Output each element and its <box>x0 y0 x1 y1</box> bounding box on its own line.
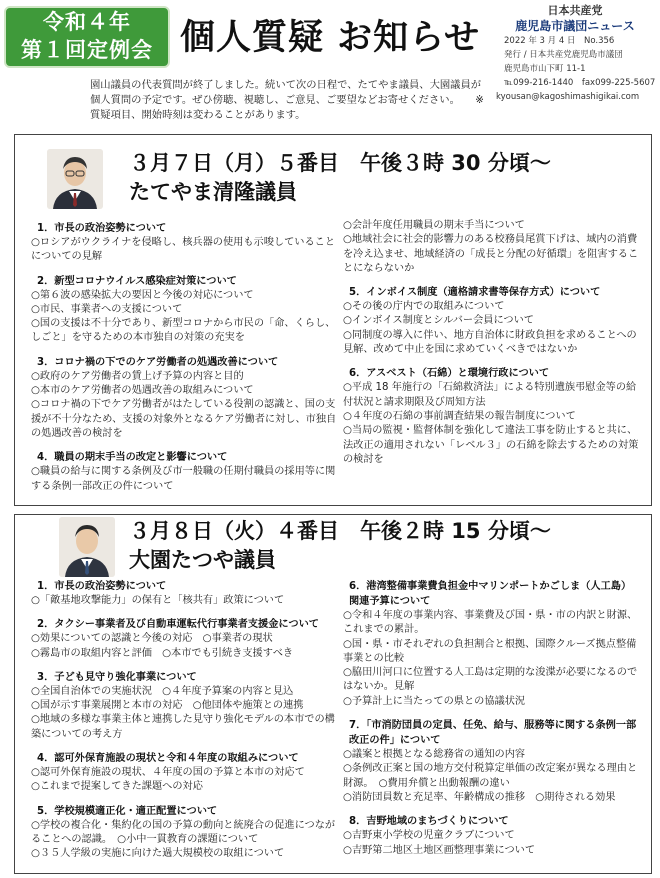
question-item: ○脇田川河口に位置する人工島は定期的な浚渫が必要になるのではないか。見解 <box>343 667 638 693</box>
questions-right-column <box>343 219 641 476</box>
question-item: ○当局の監視・監督体制を強化して違法工事を防止すると共に、法改正の適用されない「レベル３」の石綿を除去するための対策の検討を <box>343 425 639 465</box>
question-section <box>31 274 337 346</box>
question-section <box>343 366 641 467</box>
address: 鹿児島市山下町 11-1 <box>504 64 586 74</box>
question-section <box>343 285 641 357</box>
question-heading: 1．市長の政治姿勢について <box>37 223 167 234</box>
question-item: ○学校の複合化・集約化の国の予算の動向と統廃合の促進につながることへの認識。 ○小中一貫教育の課題について <box>31 819 336 845</box>
question-heading: 2．新型コロナウイルス感染症対策について <box>37 275 237 287</box>
question-item: ○効果についての認識と今後の対応 ○事業者の現状 <box>31 633 273 645</box>
question-heading: 3．子ども見守り強化事業について <box>37 671 197 683</box>
question-item: ○消防団員数と充足率、年齢構成の推移 ○期待される効果 <box>343 791 616 803</box>
member-name: たてやま清隆議員 <box>129 180 297 204</box>
question-item: ○平成 18 年施行の「石綿救済法」による特別遺族弔慰金等の給付状況と請求期限及び周知方法 <box>343 382 637 408</box>
question-heading: 1．市長の政治姿勢について <box>37 581 167 592</box>
question-section <box>343 219 641 276</box>
publisher: 発行 / 日本共産党鹿児島市議団 <box>504 50 623 60</box>
badge-line1: 令和４年 <box>43 10 131 34</box>
question-heading: 4．職員の期末手当の改定と影響について <box>37 452 228 464</box>
org-name: 日本共産党 <box>547 4 603 17</box>
question-item: ○ロシアがウクライナを侵略し、核兵器の使用も示唆していることについての見解 <box>31 237 336 263</box>
question-heading: 8．吉野地域のまちづくりについて <box>349 816 509 828</box>
question-item: ○国の支援は不十分であり、新型コロナから市民の「命、くらし、しごと」を守るための本市独自の対策の充実を <box>31 318 336 344</box>
question-item: ○条例改正案と国の地方交付税算定単価の改定案が異なる理由と財源。 ○費用弁償と出動報酬の違い <box>343 763 638 789</box>
question-section <box>31 617 337 661</box>
member-box-oozono <box>14 514 652 874</box>
member-photo <box>59 517 115 577</box>
phone-fax: ℡099-216-1440 fax099-225-5607 <box>504 78 656 88</box>
question-item: ○国が示す事業展開と本市の対応 ○他団体や施策との連携 <box>31 700 304 712</box>
question-heading: 6．アスベスト（石綿）と環境行政について <box>349 368 550 380</box>
member-photo <box>47 149 103 209</box>
question-item: ○これまで提案してきた課題への対応 <box>31 781 203 793</box>
question-item: ○コロナ禍の下でケア労働者がはたしている役割の認識と、国の支援が不十分なため、支援の対象外となるケア労働者に対し、市独自の処遇改善の検討を <box>31 399 337 439</box>
question-item: ○認可外保育施設の現状、４年度の国の予算と本市の対応て <box>31 767 305 779</box>
member-box-tateyama <box>14 134 652 506</box>
question-heading: 3．コロナ禍の下でのケア労働者の処遇改善について <box>37 356 279 368</box>
questions-left-column <box>31 221 337 503</box>
badge-line2: 第１回定例会 <box>21 38 153 62</box>
question-heading: 7．「市消防団員の定員、任免、給与、服務等に関する条例一部改正の件」について <box>349 720 637 747</box>
question-section <box>31 751 337 795</box>
schedule-time: ３月８日（火）４番目 午後２時 15 分頃〜 <box>129 519 551 543</box>
question-section <box>31 450 337 494</box>
question-item: ○吉野第二地区土地区画整理事業について <box>343 844 536 856</box>
question-heading: 4．認可外保育施設の現状と令和４年度の取組みについて <box>37 753 299 765</box>
page-title: 個人質疑 お知らせ <box>180 18 481 58</box>
issue-date: 2022 年 3 月 4 日 No.356 <box>504 36 615 46</box>
schedule-time: ３月７日（月）５番目 午後３時 30 分頃〜 <box>129 151 551 175</box>
question-heading: 5．インボイス制度（適格請求書等保存方式）について <box>349 287 601 299</box>
question-section <box>343 718 641 805</box>
question-item: ○「敵基地攻撃能力」の保有と「核共有」政策について <box>31 595 285 606</box>
question-item: ○吉野東小学校の児童クラブについて <box>343 830 515 842</box>
question-item: ○４年度の石綿の事前調査結果の報告制度について <box>343 410 576 422</box>
question-item: ○同制度の導入に伴い、地方自治体に財政負担を求めることへの見解、改めて中止を国に求めていくべきではないか <box>343 329 637 356</box>
question-item: ○３５人学級の実施に向けた過大規模校の取組について <box>31 848 285 860</box>
question-heading: 5．学校規模適正化・適正配置について <box>37 805 218 817</box>
question-item: ○全国自治体での実施状況 ○４年度予算案の内容と見込 <box>31 685 294 697</box>
email-link[interactable]: kyousan@kagoshimashigikai.com <box>496 92 640 102</box>
question-section <box>31 579 337 608</box>
question-item: ○令和４年度の事業内容、事業費及び国・県・市の内訳と財源、これまでの累計。 <box>343 610 638 636</box>
question-section <box>31 670 337 742</box>
session-badge <box>4 6 170 68</box>
questions-right-column <box>343 579 641 867</box>
question-section <box>343 814 641 858</box>
intro-text: 園山議員の代表質問が終了しました。続いて次の日程で、たてやま議員、大園議員が個人質問の予定です。ぜひ傍聴、視聴し、ご意見、ご要望などお寄せください。 ※質疑項目、開始時刻は変わることがあります。 <box>90 79 484 121</box>
question-item: ○霧島市の取組内容と評価 ○本市でも引続き支援すべき <box>31 647 294 659</box>
question-item: ○第６波の感染拡大の要因と今後の対応について <box>31 289 254 301</box>
question-section <box>31 804 337 862</box>
question-heading: 2．タクシー事業者及び自動車運転代行事業者支援金について <box>37 619 319 631</box>
question-heading: 6．港湾整備事業費負担金中マリンポートかごしま（人工島）関連予算について <box>349 581 632 607</box>
question-item: ○地域社会に社会的影響力のある校務員尾賞下げは、域内の消費を冷え込ませ、地域経済の「成長と分配の好循環」を阻害することにならないか <box>343 234 639 274</box>
question-item: ○会計年度任用職員の期末手当について <box>343 220 525 231</box>
question-item: ○職員の給与に関する条例及び市一般職の任期付職員の採用等に関する条例一部改正の件について <box>31 466 336 492</box>
question-item: ○市民、事業者への支援について <box>31 303 183 315</box>
question-item: ○本市のケア労働者の処遇改善の取組みについて <box>31 385 254 397</box>
question-section <box>343 579 641 709</box>
question-item: ○国・県・市それぞれの負担割合と根拠、国際クルーズ拠点整備事業との比較 <box>343 638 637 664</box>
question-item: ○議案と根拠となる総務省の通知の内容 <box>343 749 526 761</box>
question-item: ○地域の多様な事業主体と連携した見守り強化モデルの本市での構築についての考え方 <box>31 714 335 740</box>
publisher-box <box>492 4 658 104</box>
question-item: ○予算計上に当たっての県との協議状況 <box>343 695 526 707</box>
question-section <box>31 355 337 441</box>
questions-left-column <box>31 579 337 871</box>
question-item: ○その後の庁内での取組みについて <box>343 301 505 313</box>
question-section <box>31 221 337 265</box>
question-item: ○インボイス制度とシルバー会員について <box>343 315 534 327</box>
newsletter-name: 鹿児島市議団ニュース <box>515 19 635 33</box>
question-item: ○政府のケア労働者の賃上げ予算の内容と目的 <box>31 370 244 382</box>
member-name: 大園たつや議員 <box>129 548 276 572</box>
